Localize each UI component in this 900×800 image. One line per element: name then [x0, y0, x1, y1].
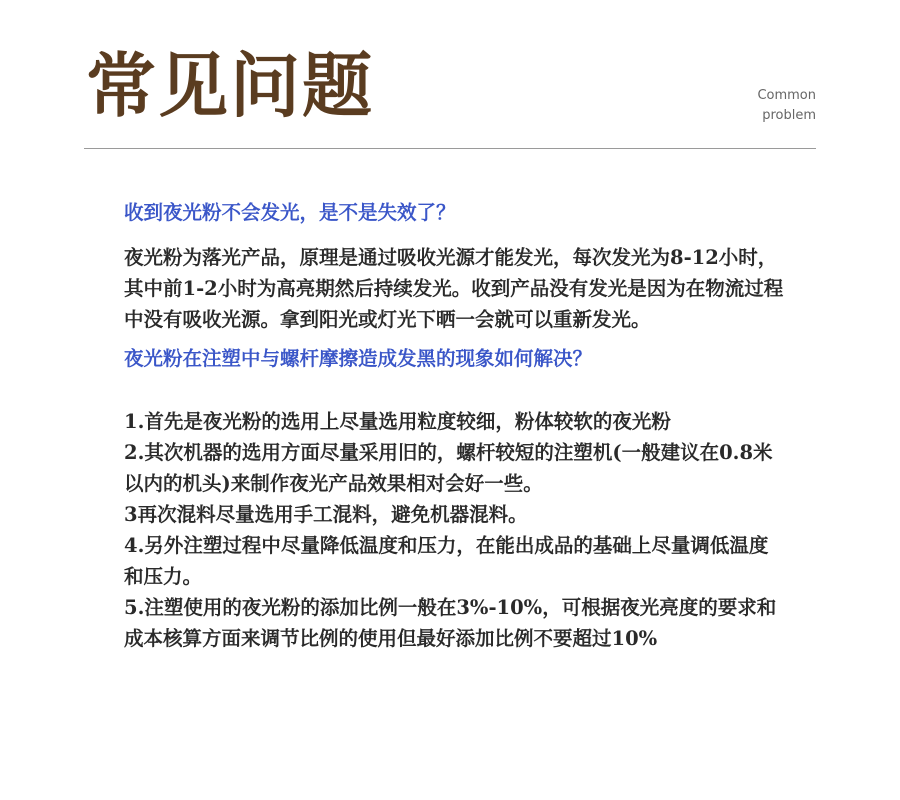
page-title: 常见问题	[86, 44, 374, 127]
subtitle-line: problem	[762, 108, 816, 123]
list-item: 5.注塑使用的夜光粉的添加比例一般在3%-10%，可根据夜光亮度的要求和成本核算方面来调节比例的使用但最好添加比例不要超过10%	[124, 596, 777, 650]
page-subtitle	[757, 86, 816, 126]
faq-question: 收到夜光粉不会发光，是不是失效了？	[124, 201, 456, 224]
list-item: 4.另外注塑过程中尽量降低温度和压力，在能出成品的基础上尽量调低温度和压力。	[124, 534, 769, 588]
header-divider	[84, 148, 816, 149]
faq-answer-steps	[124, 406, 784, 654]
faq-answer: 夜光粉为落光产品，原理是通过吸收光源才能发光，每次发光为8-12小时，其中前1-2小时为高亮期然后持续发光。收到产品没有发光是因为在物流过程中没有吸收光源。拿到阳光或灯光下晒一会就可以重新发光。	[124, 246, 784, 331]
list-item: 1.首先是夜光粉的选用上尽量选用粒度较细，粉体较软的夜光粉	[124, 410, 671, 433]
list-item: 2.其次机器的选用方面尽量采用旧的，螺杆较短的注塑机(一般建议在0.8米以内的机头)来制作夜光产品效果相对会好一些。	[124, 441, 773, 495]
list-item: 3再次混料尽量选用手工混料，避免机器混料。	[124, 503, 528, 526]
subtitle-line: Common	[757, 88, 816, 103]
faq-section	[124, 198, 784, 654]
faq-question: 夜光粉在注塑中与螺杆摩擦造成发黑的现象如何解决？	[124, 347, 593, 370]
